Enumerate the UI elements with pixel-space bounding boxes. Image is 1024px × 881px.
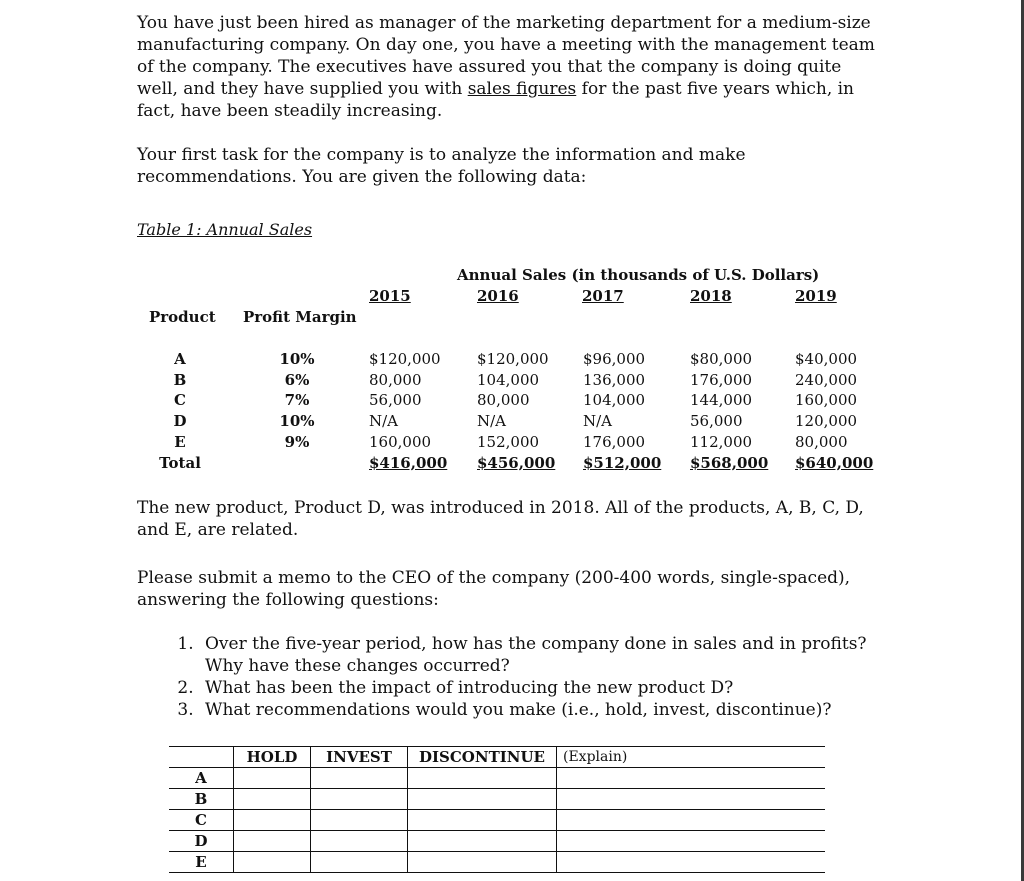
product-b: B: [173, 370, 187, 389]
rec-row-e: E: [169, 852, 234, 873]
cell-value: 144,000: [690, 391, 753, 410]
table-row: [169, 810, 825, 831]
cell-value: 160,000: [369, 432, 432, 451]
table-row: [169, 768, 825, 789]
invest-cell[interactable]: [311, 831, 408, 852]
explain-cell[interactable]: [557, 852, 826, 873]
margin-column: [272, 349, 322, 453]
product-e: E: [174, 432, 186, 451]
discontinue-cell[interactable]: [408, 852, 557, 873]
cell-value: 240,000: [795, 370, 858, 389]
hold-header: HOLD: [234, 747, 311, 768]
cell-value: 176,000: [690, 370, 753, 389]
cell-value: $80,000: [690, 350, 753, 368]
table-row: [169, 789, 825, 810]
cell-value: 176,000: [583, 432, 646, 451]
table-caption: Table 1: Annual Sales: [137, 220, 313, 239]
intro-paragraph-1: You have just been hired as manager of the marketing department for a medium-size manufacturing company. On day one, you have a meeting with the management team of the company. The executives have assured you that the company is doing quite well, and they have supplied you with sales figures for the past five years which, in fact, have been steadily increasing.: [137, 13, 875, 121]
intro-text: [137, 12, 877, 188]
total-2015: $416,000: [369, 453, 448, 472]
values-2016: [477, 349, 555, 473]
rec-row-b: B: [169, 789, 234, 810]
invest-cell[interactable]: [311, 768, 408, 789]
product-column: [158, 349, 202, 473]
cell-value: N/A: [477, 412, 507, 431]
intro-paragraph-2: Your first task for the company is to analyze the information and make recommendations. You are given the following data:: [137, 145, 746, 187]
margin-b: 6%: [284, 370, 310, 389]
cell-value: 80,000: [795, 432, 848, 451]
product-d: D: [173, 412, 187, 431]
hold-cell[interactable]: [234, 768, 311, 789]
discontinue-cell[interactable]: [408, 831, 557, 852]
product-c: C: [174, 391, 186, 410]
cell-value: $120,000: [477, 350, 549, 368]
product-header: Product: [149, 308, 216, 326]
cell-value: 136,000: [583, 370, 646, 389]
total-2019: $640,000: [795, 453, 874, 472]
product-a: A: [174, 350, 186, 368]
cell-value: N/A: [583, 412, 613, 431]
rec-row-c: C: [169, 810, 234, 831]
margin-e: 9%: [284, 432, 310, 451]
rec-row-a: A: [169, 768, 234, 789]
question-2: 2. What has been the impact of introducing the new product D?: [199, 677, 877, 699]
invest-cell[interactable]: [311, 789, 408, 810]
year-2017: 2017: [582, 287, 624, 305]
hold-cell[interactable]: [234, 810, 311, 831]
margin-a: 10%: [279, 350, 315, 368]
total-2018: $568,000: [690, 453, 769, 472]
question-list: [137, 633, 877, 721]
cell-value: 80,000: [477, 391, 530, 410]
cell-value: 56,000: [369, 391, 422, 410]
discontinue-header: DISCONTINUE: [408, 747, 557, 768]
table-row: [169, 831, 825, 852]
cell-value: 56,000: [690, 412, 743, 431]
explain-header: (Explain): [557, 747, 826, 768]
values-2015: [369, 349, 447, 473]
total-label: Total: [159, 453, 201, 472]
sales-figures-link: sales figures: [467, 79, 577, 99]
margin-d: 10%: [279, 412, 315, 431]
product-d-note: The new product, Product D, was introduced in 2018. All of the products, A, B, C, D, and E, are related.: [137, 498, 864, 540]
invest-header: INVEST: [311, 747, 408, 768]
cell-value: 152,000: [477, 432, 540, 451]
margin-c: 7%: [284, 391, 310, 410]
table-title: Annual Sales (in thousands of U.S. Dollars): [457, 266, 820, 284]
discontinue-cell[interactable]: [408, 768, 557, 789]
cell-value: 104,000: [477, 370, 540, 389]
explain-cell[interactable]: [557, 768, 826, 789]
year-2016: 2016: [477, 287, 519, 305]
year-2019: 2019: [795, 287, 837, 305]
invest-cell[interactable]: [311, 810, 408, 831]
cell-value: N/A: [369, 412, 399, 431]
profit-margin-header: Profit Margin: [243, 308, 357, 326]
hold-cell[interactable]: [234, 831, 311, 852]
cell-value: 112,000: [690, 432, 753, 451]
explain-cell[interactable]: [557, 789, 826, 810]
cell-value: $96,000: [583, 350, 646, 368]
recommendation-table: [169, 746, 825, 873]
discontinue-cell[interactable]: [408, 810, 557, 831]
year-2018: 2018: [690, 287, 732, 305]
memo-request: Please submit a memo to the CEO of the company (200-400 words, single-spaced), answering the following questions:: [137, 568, 851, 610]
year-2015: 2015: [369, 287, 411, 305]
cell-value: $40,000: [795, 350, 858, 368]
values-2018: [690, 349, 768, 473]
values-2017: [583, 349, 661, 473]
hold-cell[interactable]: [234, 789, 311, 810]
explain-cell[interactable]: [557, 810, 826, 831]
cell-value: 80,000: [369, 370, 422, 389]
total-2016: $456,000: [477, 453, 556, 472]
question-1: 1. Over the five-year period, how has the company done in sales and in profits? Why have these changes occurred?: [199, 633, 877, 677]
hold-cell[interactable]: [234, 852, 311, 873]
question-3: 3. What recommendations would you make (i.e., hold, invest, discontinue)?: [199, 699, 877, 721]
invest-cell[interactable]: [311, 852, 408, 873]
cell-value: $120,000: [369, 350, 441, 368]
total-2017: $512,000: [583, 453, 662, 472]
rec-row-d: D: [169, 831, 234, 852]
cell-value: 104,000: [583, 391, 646, 410]
discontinue-cell[interactable]: [408, 789, 557, 810]
cell-value: 120,000: [795, 412, 858, 431]
table-row: [169, 852, 825, 873]
cell-value: 160,000: [795, 391, 858, 410]
table-row: [169, 747, 825, 768]
explain-cell[interactable]: [557, 831, 826, 852]
values-2019: [795, 349, 873, 473]
